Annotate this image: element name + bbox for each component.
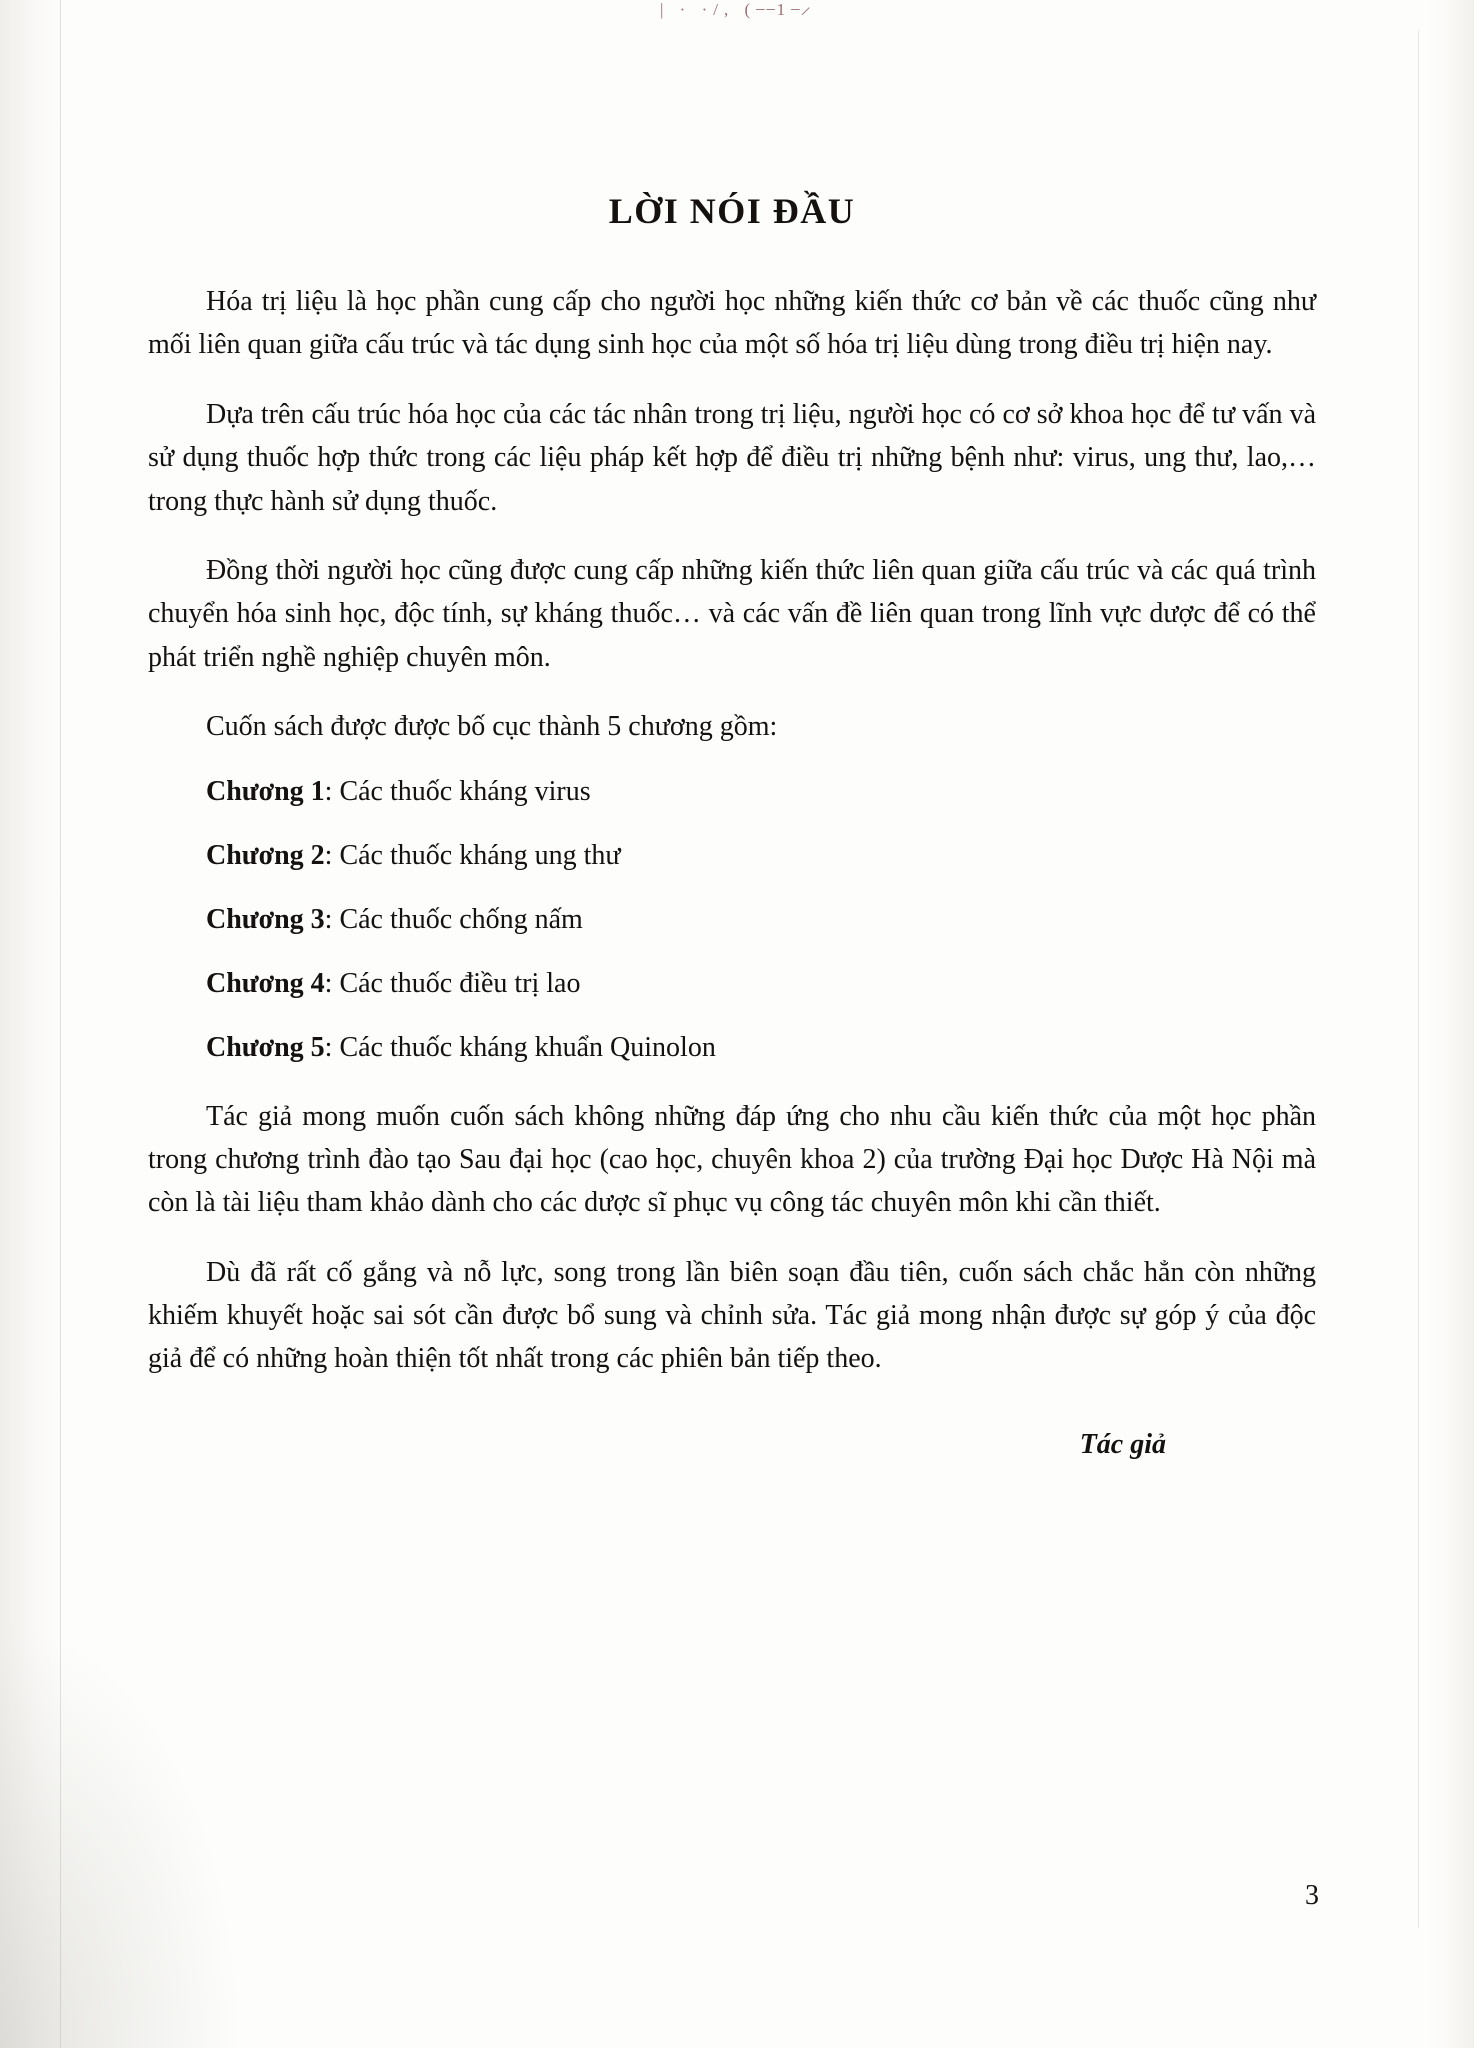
page-number: 3: [1305, 1880, 1319, 1911]
chapter-title-4: : Các thuốc điều trị lao: [324, 967, 581, 999]
scan-shadow-right: [1428, 0, 1474, 2048]
chapter-label-1: Chương 1: [206, 775, 325, 807]
paragraph-intro-3: Đồng thời người học cũng được cung cấp những kiến thức liên quan giữa cấu trúc và các quá trình chuyển hóa sinh học, độc tính, sự kháng thuốc… và các vấn đề liên quan trong lĩnh vực dược để có thể phát triển nghề nghiệp chuyên môn.: [148, 554, 1316, 673]
chapter-label-2: Chương 2: [206, 839, 325, 871]
page-content: [148, 0, 1316, 2048]
paragraph-intro-2: Dựa trên cấu trúc hóa học của các tác nhân trong trị liệu, người học có cơ sở khoa học để tư vấn và sử dụng thuốc hợp thức trong các liệu pháp kết hợp để điều trị những bệnh như: virus, ung thư, lao,… trong thực hành sử dụng thuốc.: [148, 398, 1316, 517]
chapter-entry-1: [148, 749, 1316, 813]
chapter-label-3: Chương 3: [206, 903, 325, 935]
paragraph-intro-1: Hóa trị liệu là học phần cung cấp cho người học những kiến thức cơ bản về các thuốc cũng như mối liên quan giữa cấu trúc và tác dụng sinh học của một số hóa trị liệu dùng trong điều trị hiện nay.: [148, 286, 1316, 361]
chapter-entry-3: [148, 877, 1316, 941]
scan-margin-line-right: [1418, 30, 1419, 1928]
scan-shadow-left: [0, 0, 62, 2048]
chapter-title-3: : Các thuốc chống nấm: [324, 903, 583, 935]
top-scan-artifact: | · ·/, ( ̶ ̶1 ̶ ̷: [660, 0, 812, 19]
scan-margin-line-left: [60, 0, 61, 2048]
paragraph-closing-1: Tác giả mong muốn cuốn sách không những đáp ứng cho nhu cầu kiến thức của một học phần trong chương trình đào tạo Sau đại học (cao học, chuyên khoa 2) của trường Đại học Dược Hà Nội mà còn là tài liệu tham khảo dành cho các dược sĩ phục vụ công tác chuyên môn khi cần thiết.: [148, 1100, 1316, 1219]
chapter-title-5: : Các thuốc kháng khuẩn Quinolon: [324, 1031, 716, 1063]
chapter-entry-5: [148, 1005, 1316, 1069]
chapter-label-4: Chương 4: [206, 967, 325, 999]
chapter-label-5: Chương 5: [206, 1031, 325, 1063]
paragraph-toc-lead: Cuốn sách được được bố cục thành 5 chương gồm:: [206, 711, 778, 743]
author-signature: Tác giả: [1079, 1428, 1166, 1460]
chapter-title-1: : Các thuốc kháng virus: [324, 775, 591, 807]
page-title: LỜI NÓI ĐẦU: [608, 191, 856, 231]
chapter-entry-4: [148, 941, 1316, 1005]
chapter-entry-2: [148, 813, 1316, 877]
chapter-title-2: : Các thuốc kháng ung thư: [324, 839, 621, 871]
paragraph-closing-2: Dù đã rất cố gắng và nỗ lực, song trong lần biên soạn đầu tiên, cuốn sách chắc hẳn còn những khiếm khuyết hoặc sai sót cần được bổ sung và chỉnh sửa. Tác giả mong nhận được sự góp ý của độc giả để có những hoàn thiện tốt nhất trong các phiên bản tiếp theo.: [148, 1256, 1316, 1375]
